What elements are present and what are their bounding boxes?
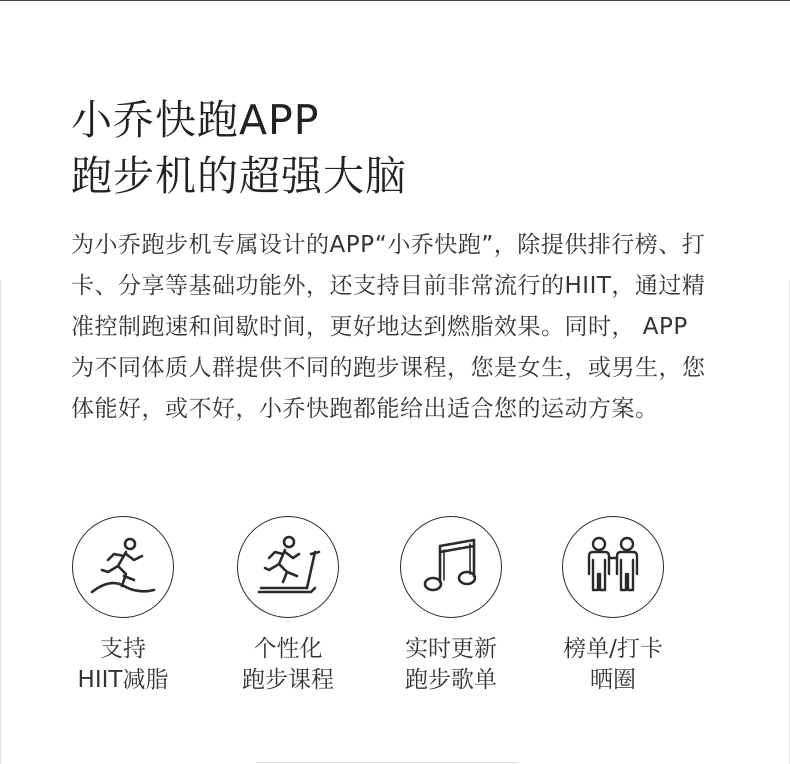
runner-hill-icon [72,516,174,618]
bottom-divider [256,762,518,763]
feature-course-line-1: 个性化 [253,636,323,662]
description-paragraph: 为小乔跑步机专属设计的APP“小乔快跑”，除提供排行榜、打卡、分享等基础功能外，还支持目前非常流行的HIIT，通过精准控制跑速和间歇时间，更好地达到燃脂效果。同时， APP为不同体质人群提供不同的跑步课程，您是女生，或男生，您体能好，或不好，小乔快跑都能给出适合您的运动方案。 [71,232,706,422]
feature-ranking [561,516,665,696]
music-note-icon [400,516,502,618]
feature-hiit-label [71,634,175,696]
left-frame-line [0,280,1,764]
top-divider [0,0,790,1]
feature-list [71,516,711,706]
treadmill-runner-icon [237,516,339,618]
feature-course [236,516,340,696]
feature-course-label [236,634,340,696]
headline [71,92,407,204]
headline-line-1: 小乔快跑APP [71,96,320,144]
feature-music-line-1: 实时更新 [405,636,497,662]
feature-hiit-line-2: HIIT减脂 [77,667,169,693]
feature-ranking-label [561,634,665,696]
feature-ranking-line-2: 晒圈 [590,667,636,693]
feature-music [399,516,503,696]
feature-music-line-2: 跑步歌单 [405,667,497,693]
feature-music-label [399,634,503,696]
feature-ranking-line-1: 榜单/打卡 [563,636,663,662]
feature-course-line-2: 跑步课程 [242,667,334,693]
feature-hiit-line-1: 支持 [100,636,146,662]
feature-hiit [71,516,175,696]
headline-line-2: 跑步机的超强大脑 [71,152,407,200]
two-people-icon [562,516,664,618]
